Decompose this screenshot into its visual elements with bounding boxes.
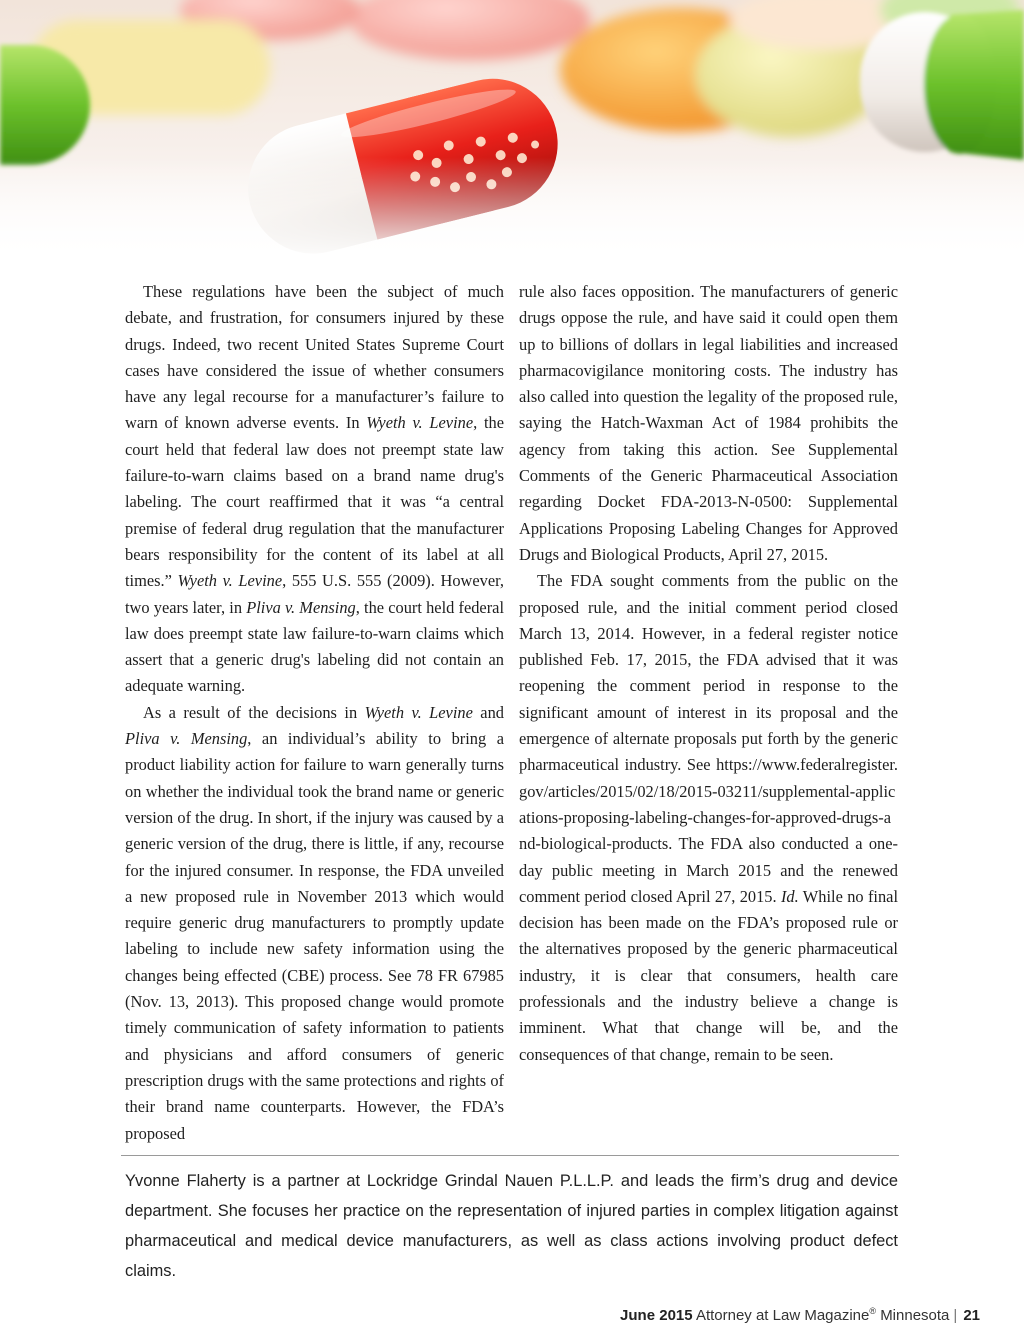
case-citation: Wyeth v. Levine bbox=[364, 702, 473, 722]
paragraph: As a result of the decisions in Wyeth v. Levine and Pliva v. Mensing, an individual’s ability to bring a product liability action for failure to warn generally turns on whether the individual took the brand name or generic version of the drug. In short, if the injury was caused by a generic version of the drug, there is little, if any, recourse for the injured consumer. In response, the FDA unveiled a new proposed rule in November 2013 which would require generic drug manufacturers to promptly update labeling to include new safety information using the changes being effected (CBE) process. See 78 FR 67985 (Nov. 13, 2013). This proposed change would promote timely communication of safety information to patients and physicians and afford consumers of generic prescription drugs with the same protections and rights of their brand name counterparts. However, the FDA’s proposed bbox=[125, 702, 504, 1143]
federal-register-url[interactable]: https://www.federalregister.gov/articles/2015/02/18/2015-03211/supplemental-applications-proposing-labeling-changes-for-approved-drugs-and-biological-products. bbox=[519, 755, 898, 854]
hero-image bbox=[0, 0, 1024, 262]
page-number: 21 bbox=[963, 1307, 980, 1324]
registered-mark: ® bbox=[869, 1306, 877, 1316]
page-footer bbox=[620, 1306, 980, 1324]
capsules-pills-photo-icon bbox=[0, 0, 1024, 262]
paragraph: rule also faces opposition. The manufacturers of generic drugs oppose the rule, and have said it could open them up to billions of dollars in legal liabilities and increased pharmacovigilance monitoring costs. The industry has also called into question the legality of the proposed rule, saying the Hatch-Waxman Act of 1984 prohibits the agency from taking this action. See Supplemental Comments of the Generic Pharmaceutical Association regarding Docket FDA-2013-N-0500: Supplemental Applications Proposing Labeling Changes for Approved Drugs and Biological Products, April 27, 2015. bbox=[519, 282, 898, 564]
case-citation: Pliva v. Mensing bbox=[246, 597, 356, 617]
article-column-left bbox=[125, 279, 504, 1147]
paragraph: The FDA sought comments from the public on the proposed rule, and the initial comment period closed March 13, 2014. However, in a federal register notice published Feb. 17, 2015, the FDA advised that it was reopening the comment period in response to the significant amount of interest in its proposal and the emergence of alternate proposals put forth by the generic pharmaceutical industry. See https://www.federalregister.gov/articles/2015/02/18/2015-03211/supplemental-applications-proposing-labeling-changes-for-approved-drugs-and-biological-products. The FDA also conducted a one-day public meeting in March 2015 and the renewed comment period closed April 27, 2015. Id. While no final decision has been made on the FDA’s proposed rule or the alternatives proposed by the generic pharmaceutical industry, it is clear that consumers, health care professionals and the industry believe a change is imminent. What that change will be, and the consequences of that change, remain to be seen. bbox=[519, 571, 898, 1064]
case-citation: Pliva v. Mensing bbox=[125, 729, 248, 749]
id-citation: Id. bbox=[780, 886, 799, 906]
section-divider bbox=[121, 1155, 899, 1156]
magazine-edition: Minnesota bbox=[880, 1307, 950, 1324]
magazine-name: Attorney at Law Magazine® Minnesota bbox=[695, 1306, 950, 1324]
case-citation: Wyeth v. Levine bbox=[177, 571, 283, 591]
paragraph: These regulations have been the subject of much debate, and frustration, for consumers injured by these drugs. Indeed, two recent United States Supreme Court cases have considered the issue of whether consumers have any legal recourse for a manufacturer’s failure to warn of known adverse events. In Wyeth v. Levine, the court held that federal law does not preempt state law failure-to-warn claims based on a brand name drug's labeling. The court reaffirmed that it was “a central premise of federal drug regulation that the manufacturer bears responsibility for the content of its label at all times.” Wyeth v. Levine, 555 U.S. 555 (2009). However, two years later, in Pliva v. Mensing, the court held federal law does preempt state law failure-to-warn claims which assert that a generic drug's labeling did not contain an adequate warning. bbox=[125, 282, 504, 696]
issue-date: June 2015 bbox=[620, 1307, 693, 1324]
article-column-right bbox=[519, 279, 898, 1068]
author-bio: Yvonne Flaherty is a partner at Lockridge Grindal Nauen P.L.L.P. and leads the firm’s drug and device department. She focuses her practice on the representation of injured parties in complex litigation against pharmaceutical and medical device manufacturers, as well as class actions involving product defect claims. bbox=[125, 1172, 898, 1280]
case-citation: Wyeth v. Levine bbox=[366, 413, 474, 433]
footer-separator: | bbox=[953, 1307, 958, 1324]
